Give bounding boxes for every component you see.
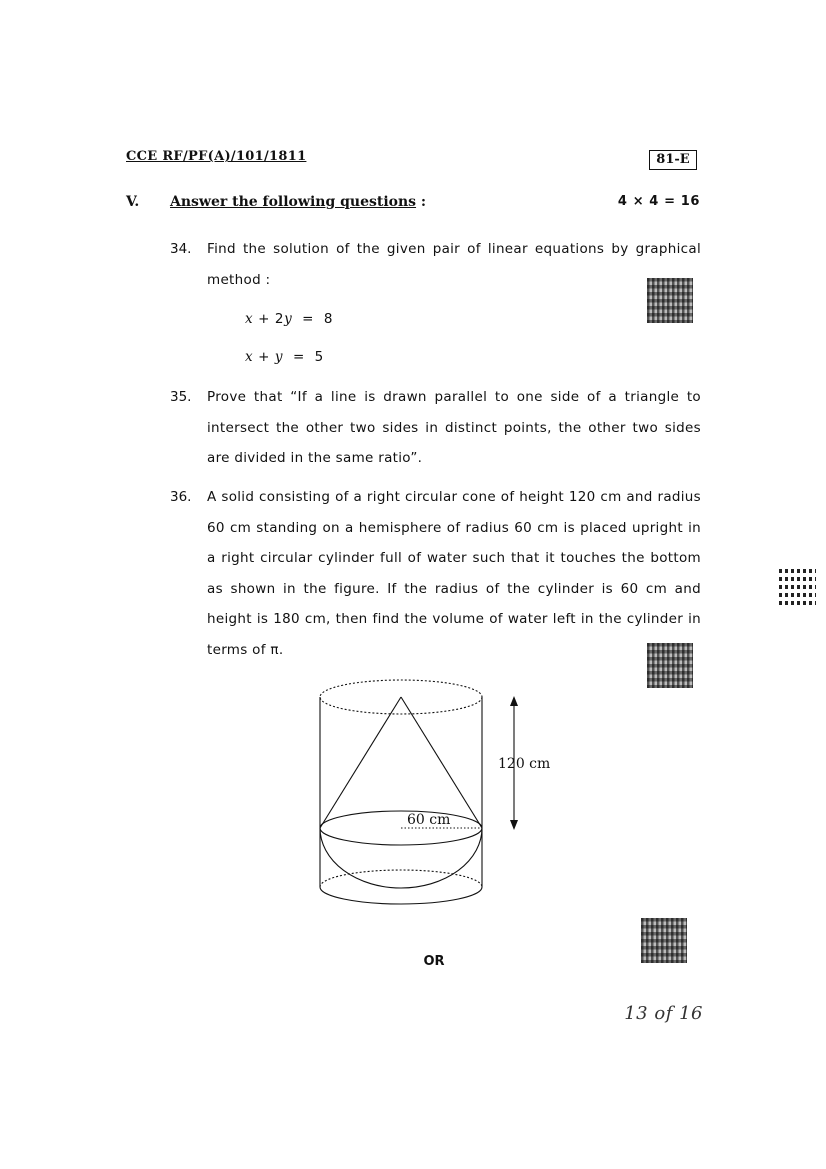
eq1-var-y: y [284,311,293,327]
or-separator: OR [423,954,445,969]
equation-1 [245,311,333,327]
question-35-number: 35. [170,389,192,405]
cone-base-back [320,811,482,828]
height-arrow-top-head [510,696,518,706]
question-34-number: 34. [170,241,192,257]
height-label: 120 cm [498,756,551,772]
cone-hemisphere-cylinder-figure [300,670,570,920]
height-arrow-bottom-head [510,820,518,830]
question-34-text: Find the solution of the given pair of linear equations by graphical method : [207,241,701,288]
eq1-var-x: x [245,311,254,327]
cylinder-bottom-back [320,870,482,887]
cone-left-edge [320,697,401,828]
eq1-rhs: = 8 [292,311,334,327]
question-36-text: A solid consisting of a right circular cone of height 120 cm and radius 60 cm standing on a hemisphere of radius 60 cm is placed upright in a right circular cylinder full of water such that it touches the bottom as shown in the figure. If the radius of the cylinder is 60 cm and height is 180 cm, then find the volume of water left in the cylinder in terms of π. [207,489,701,658]
section-marks: 4 × 4 = 16 [617,194,700,209]
hemisphere-curve [320,828,482,888]
paper-code: CCE RF/PF(A)/101/1811 [126,149,307,164]
radius-label: 60 cm [407,812,451,828]
section-heading [170,194,426,210]
cone-right-edge [401,697,482,828]
qr-code-icon [647,278,693,323]
question-36-number: 36. [170,489,192,505]
eq1-mid: + 2 [253,311,285,327]
page-number: 13 of 16 [624,1003,703,1024]
qr-code-icon [776,565,816,605]
question-35-text: Prove that “If a line is drawn parallel to one side of a triangle to intersect the other two sides in distinct points, the other two sides are divided in the same ratio”. [207,389,701,466]
equation-2 [245,349,324,365]
subject-code-badge: 81-E [649,150,697,170]
cone-base-front [320,828,482,845]
cylinder-bottom-front [320,887,482,904]
eq2-var-x: x [245,349,254,365]
section-instruction: Answer the following questions [170,194,417,210]
qr-code-icon [647,643,693,688]
eq2-mid: + [253,349,275,365]
section-colon: : [416,194,427,210]
section-number: V. [126,194,140,210]
eq2-var-y: y [274,349,284,365]
eq2-rhs: = 5 [283,349,324,365]
